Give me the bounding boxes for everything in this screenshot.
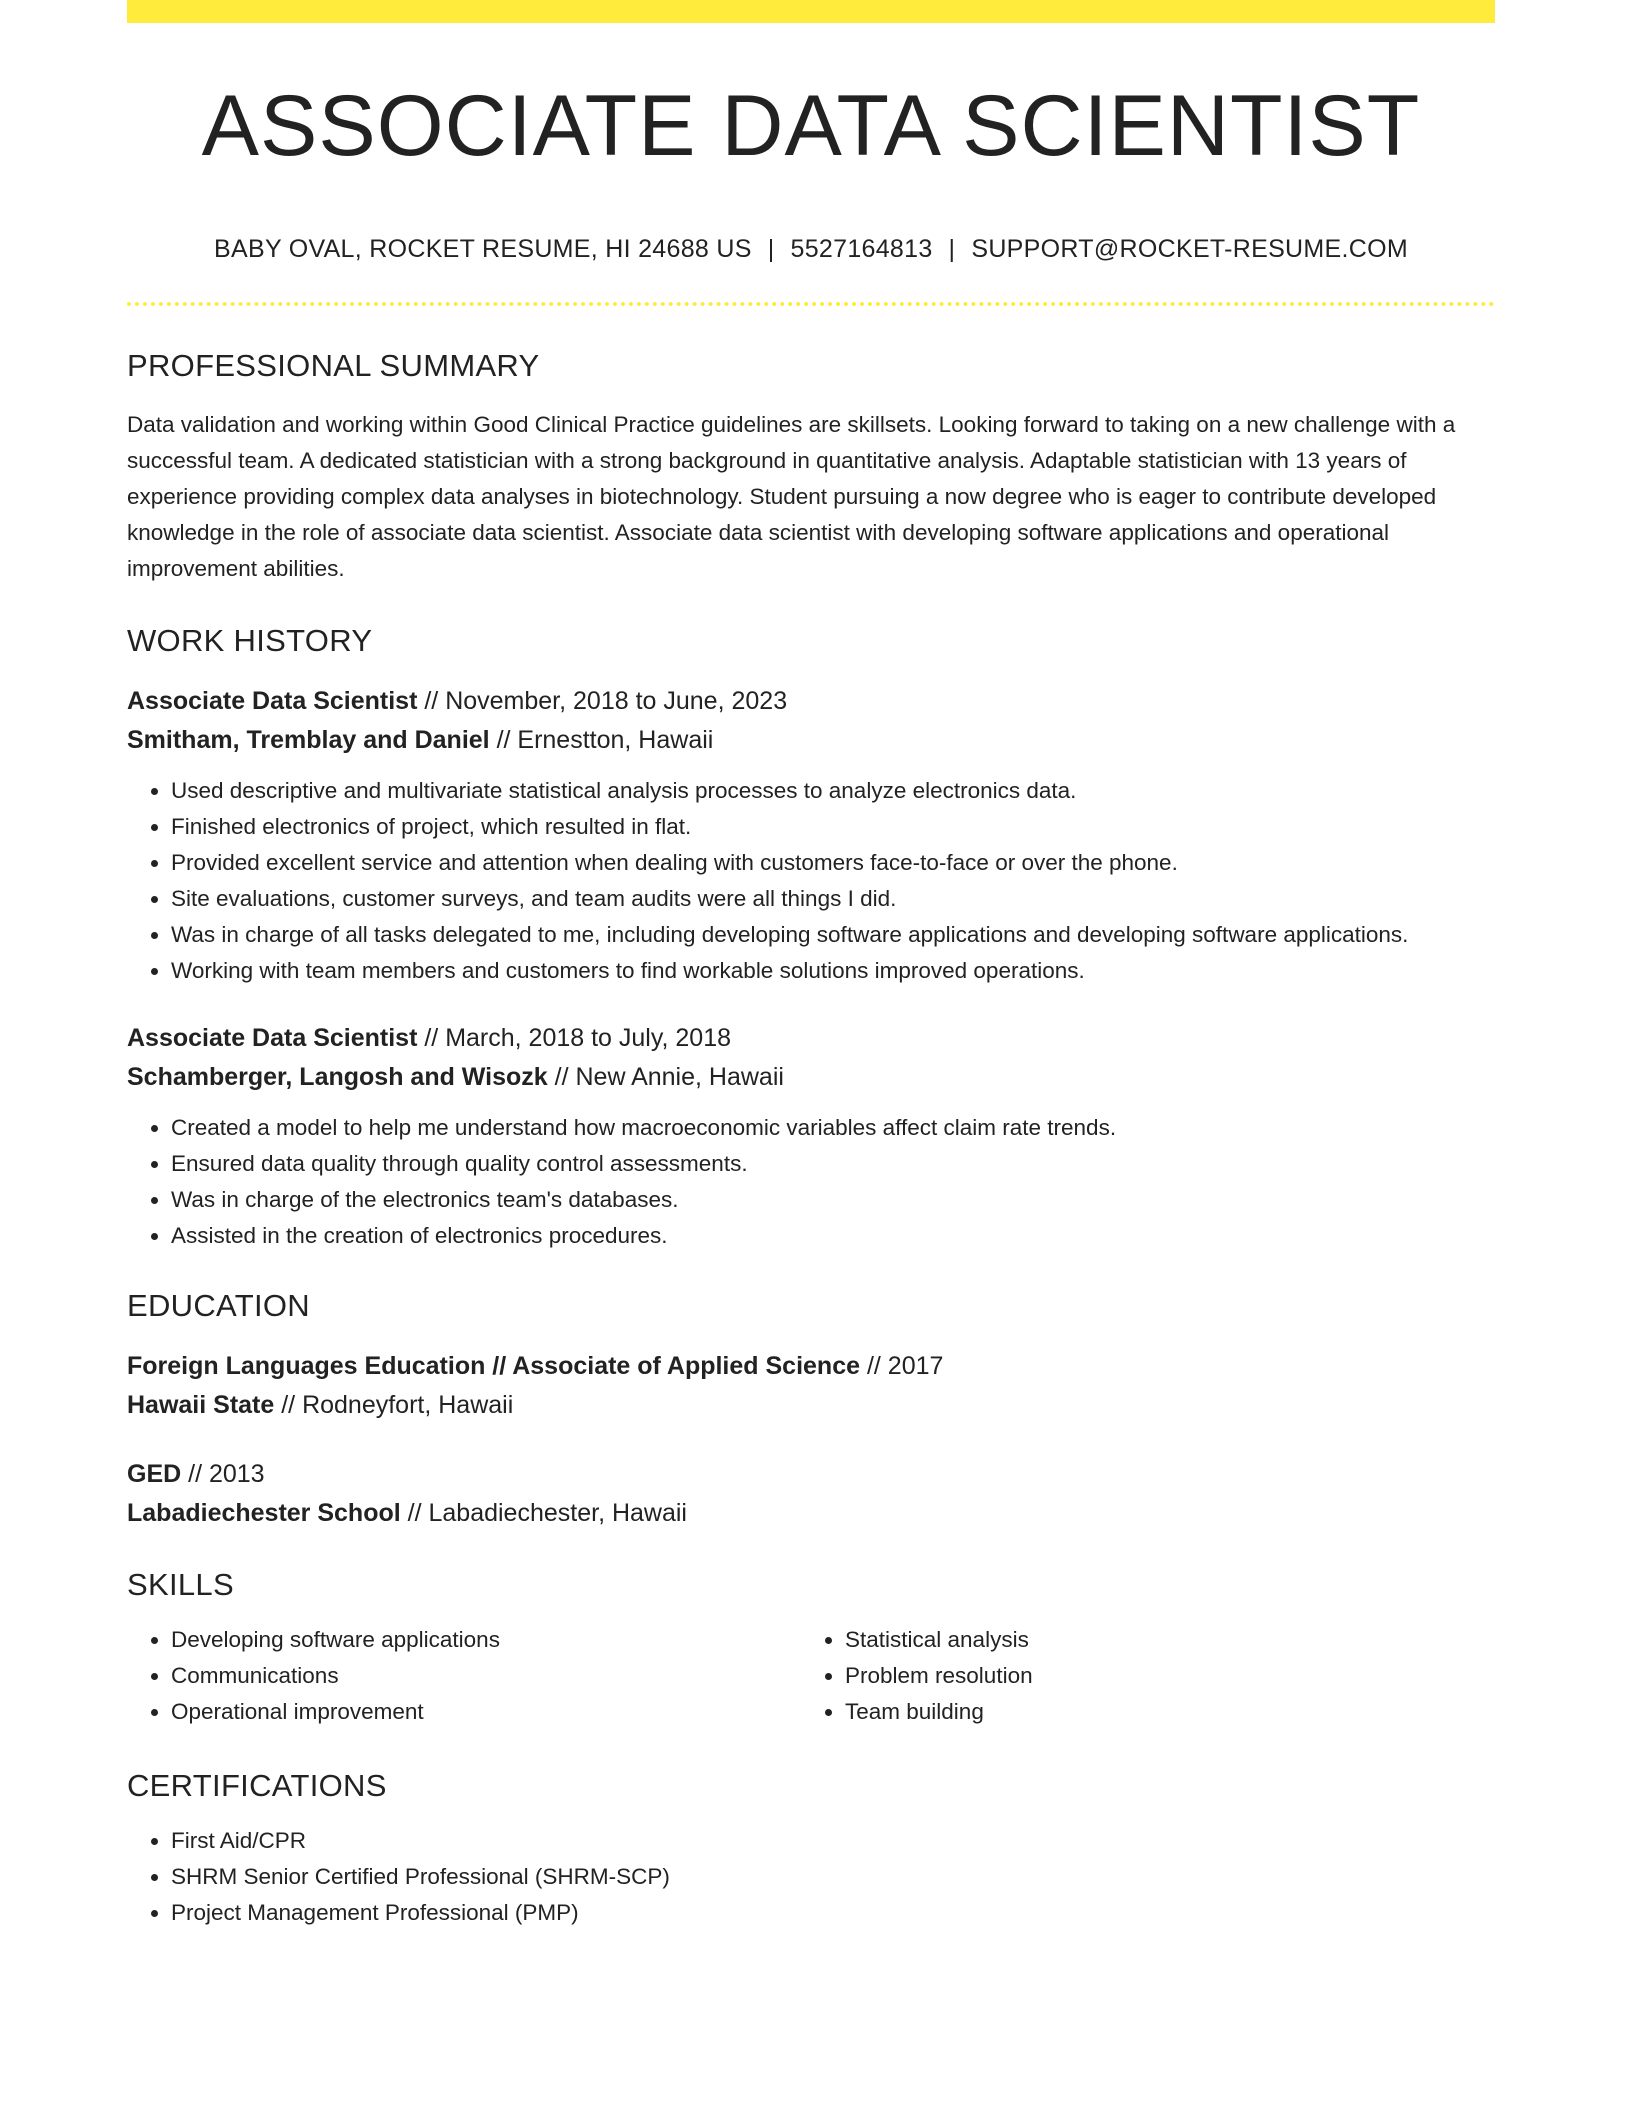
education-year: // 2013	[181, 1460, 265, 1488]
accent-bar	[127, 0, 1495, 23]
list-item: • Problem resolution	[845, 1658, 1475, 1694]
contact-address: BABY OVAL, ROCKET RESUME, HI 24688 US	[214, 235, 752, 263]
section-title-education: EDUCATION	[127, 1288, 310, 1323]
list-item: • Provided excellent service and attention when dealing with customers face-to-face or over the phone.	[171, 845, 1495, 881]
list-item: • SHRM Senior Certified Professional (SHRM-SCP)	[171, 1859, 1495, 1895]
dotted-divider	[127, 302, 1495, 306]
education-degree: Foreign Languages Education // Associate of Applied Science	[127, 1352, 861, 1380]
section-title-certifications: CERTIFICATIONS	[127, 1768, 387, 1803]
job-title-line	[127, 682, 1495, 721]
list-item: • Project Management Professional (PMP)	[171, 1895, 1495, 1931]
job-location: // New Annie, Hawaii	[547, 1063, 784, 1091]
job-title: Associate Data Scientist	[127, 687, 418, 715]
skills-grid	[127, 1622, 1495, 1730]
job-dates: // November, 2018 to June, 2023	[417, 687, 788, 715]
section-title-skills: SKILLS	[127, 1567, 234, 1602]
job-company: Schamberger, Langosh and Wisozk	[127, 1063, 548, 1091]
section-title-work: WORK HISTORY	[127, 623, 373, 658]
contact-line	[127, 235, 1495, 264]
job-company-line	[127, 721, 1495, 760]
list-item: • Created a model to help me understand how macroeconomic variables affect claim rate trends.	[171, 1110, 1495, 1146]
contact-email: SUPPORT@ROCKET-RESUME.COM	[971, 235, 1408, 263]
resume-page	[127, 0, 1495, 1931]
list-item: • Site evaluations, customer surveys, and team audits were all things I did.	[171, 881, 1495, 917]
list-item: • Team building	[845, 1694, 1475, 1730]
job-entry	[127, 1019, 1495, 1254]
certifications-list	[127, 1823, 1495, 1931]
job-title: Associate Data Scientist	[127, 1024, 418, 1052]
list-item: • Was in charge of the electronics team's databases.	[171, 1182, 1495, 1218]
job-entry	[127, 682, 1495, 989]
job-location: // Ernestton, Hawaii	[489, 726, 714, 754]
job-bullets	[127, 773, 1495, 989]
education-entry	[127, 1455, 1495, 1533]
skills-column-left	[127, 1622, 801, 1730]
section-title-summary: PROFESSIONAL SUMMARY	[127, 348, 540, 383]
education-degree-line	[127, 1347, 1495, 1386]
job-dates: // March, 2018 to July, 2018	[417, 1024, 732, 1052]
summary-text: Data validation and working within Good Clinical Practice guidelines are skillsets. Looking forward to taking on a new challenge with a successful team. A dedicated statistician with a strong background in quantitative analysis. Adaptable statistician with 13 years of experience providing complex data analyses in biotechnology. Student pursuing a now degree who is eager to contribute developed knowledge in the role of associate data scientist. Associate data scientist with developing software applications and operational improvement abilities.	[127, 412, 1456, 581]
list-item: • Communications	[171, 1658, 801, 1694]
education-year: // 2017	[860, 1352, 944, 1380]
education-location: // Labadiechester, Hawaii	[400, 1499, 687, 1527]
contact-phone: 5527164813	[790, 235, 933, 263]
list-item: • Assisted in the creation of electronics procedures.	[171, 1218, 1495, 1254]
job-company: Smitham, Tremblay and Daniel	[127, 726, 490, 754]
education-school-line	[127, 1494, 1495, 1533]
education-school-line	[127, 1386, 1495, 1425]
education-school: Labadiechester School	[127, 1499, 401, 1527]
education-school: Hawaii State	[127, 1391, 275, 1419]
list-item: • Used descriptive and multivariate statistical analysis processes to analyze electronics data.	[171, 773, 1495, 809]
list-item: • Operational improvement	[171, 1694, 801, 1730]
list-item: • Finished electronics of project, which resulted in flat.	[171, 809, 1495, 845]
education-location: // Rodneyfort, Hawaii	[274, 1391, 514, 1419]
job-company-line	[127, 1058, 1495, 1097]
skills-column-right	[801, 1622, 1475, 1730]
resume-name: ASSOCIATE DATA SCIENTIST	[201, 78, 1421, 174]
contact-separator: |	[767, 235, 775, 263]
education-degree: GED	[127, 1460, 182, 1488]
contact-separator: |	[948, 235, 956, 263]
list-item: • Working with team members and customers to find workable solutions improved operations.	[171, 953, 1495, 989]
education-entry	[127, 1347, 1495, 1425]
job-title-line	[127, 1019, 1495, 1058]
list-item: • First Aid/CPR	[171, 1823, 1495, 1859]
education-degree-line	[127, 1455, 1495, 1494]
list-item: • Statistical analysis	[845, 1622, 1475, 1658]
list-item: • Developing software applications	[171, 1622, 801, 1658]
list-item: • Was in charge of all tasks delegated to me, including developing software applications and developing software applications.	[171, 917, 1495, 953]
list-item: • Ensured data quality through quality control assessments.	[171, 1146, 1495, 1182]
job-bullets	[127, 1110, 1495, 1254]
